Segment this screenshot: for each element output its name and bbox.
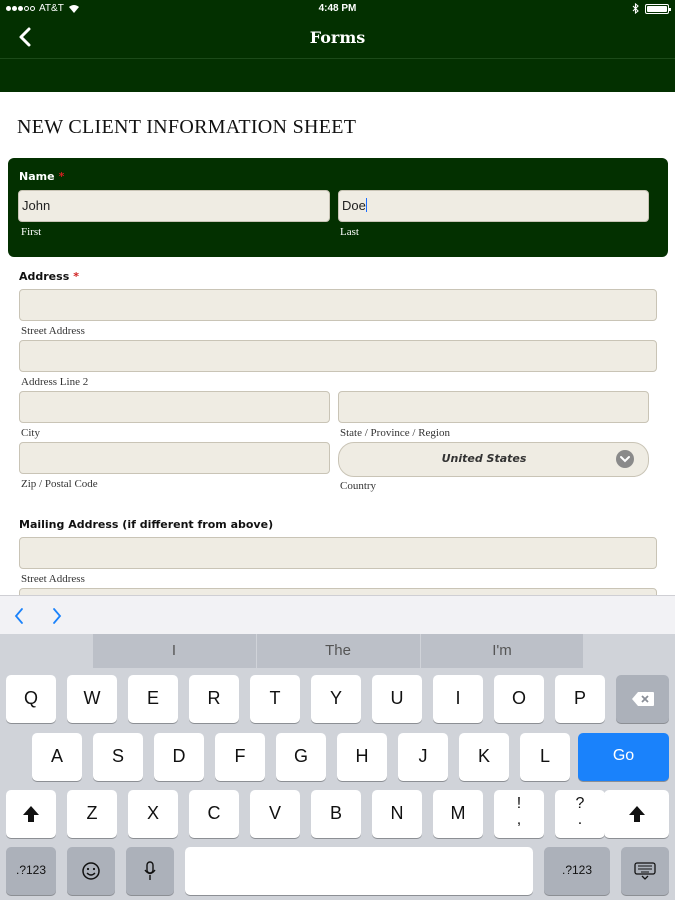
chevron-right-icon bbox=[50, 606, 64, 626]
period-label: . bbox=[577, 811, 583, 828]
suggestion-item[interactable]: I bbox=[171, 642, 177, 659]
shift-icon bbox=[627, 804, 647, 824]
last-name-value: Doe bbox=[342, 198, 366, 213]
previous-field-button[interactable] bbox=[12, 606, 26, 626]
battery-icon bbox=[645, 4, 669, 14]
key-t[interactable]: T bbox=[250, 675, 300, 723]
shift-icon bbox=[21, 804, 41, 824]
key-b[interactable]: B bbox=[311, 790, 361, 838]
backspace-icon bbox=[630, 690, 656, 708]
address-line2-field[interactable] bbox=[19, 340, 657, 372]
dictation-key[interactable] bbox=[126, 847, 174, 895]
top-bar bbox=[0, 0, 675, 58]
microphone-icon bbox=[143, 860, 157, 882]
key-x[interactable]: X bbox=[128, 790, 178, 838]
first-name-field[interactable] bbox=[18, 190, 330, 222]
first-name-value: John bbox=[22, 198, 51, 213]
address-line2-sublabel: Address Line 2 bbox=[21, 376, 89, 388]
key-y[interactable]: Y bbox=[311, 675, 361, 723]
key-g[interactable]: G bbox=[276, 733, 326, 781]
address-label bbox=[19, 270, 79, 283]
address-label-text: Address bbox=[19, 270, 70, 283]
text-caret bbox=[366, 198, 367, 212]
key-u[interactable]: U bbox=[372, 675, 422, 723]
street-address-field[interactable] bbox=[19, 289, 657, 321]
status-bar bbox=[0, 0, 675, 18]
key-f[interactable]: F bbox=[215, 733, 265, 781]
nav-title: Forms bbox=[309, 28, 366, 47]
mailing-address-label: Mailing Address (if different from above) bbox=[19, 518, 274, 531]
key-l[interactable]: L bbox=[520, 733, 570, 781]
status-right bbox=[632, 3, 669, 14]
carrier-label: AT&T bbox=[39, 3, 64, 14]
go-key[interactable]: Go bbox=[578, 733, 669, 781]
key-v[interactable]: V bbox=[250, 790, 300, 838]
exclaim-comma-key[interactable] bbox=[494, 790, 544, 838]
hide-keyboard-key[interactable] bbox=[621, 847, 669, 895]
key-k[interactable]: K bbox=[459, 733, 509, 781]
emoji-icon bbox=[81, 861, 101, 881]
keyboard bbox=[0, 634, 675, 900]
required-marker: * bbox=[58, 170, 65, 183]
first-name-sublabel: First bbox=[21, 226, 42, 238]
key-a[interactable]: A bbox=[32, 733, 82, 781]
mailing-line2-field[interactable] bbox=[19, 588, 657, 595]
name-label bbox=[19, 170, 64, 183]
country-select[interactable] bbox=[338, 442, 649, 477]
required-marker: * bbox=[73, 270, 80, 283]
key-o[interactable]: O bbox=[494, 675, 544, 723]
suggestion-item[interactable]: The bbox=[256, 634, 419, 668]
last-name-sublabel: Last bbox=[340, 226, 359, 238]
form-area bbox=[0, 92, 675, 595]
status-time: 4:48 PM bbox=[318, 3, 357, 14]
bluetooth-icon bbox=[632, 3, 639, 14]
zip-sublabel: Zip / Postal Code bbox=[21, 478, 98, 490]
question-period-key[interactable] bbox=[555, 790, 605, 838]
mailing-street-field[interactable] bbox=[19, 537, 657, 569]
key-h[interactable]: H bbox=[337, 733, 387, 781]
suggestion-item[interactable]: I'm bbox=[420, 634, 583, 668]
key-p[interactable]: P bbox=[555, 675, 605, 723]
exclaim-label: ! bbox=[516, 795, 522, 812]
key-m[interactable]: M bbox=[433, 790, 483, 838]
street-address-sublabel: Street Address bbox=[21, 325, 85, 337]
header-banner bbox=[0, 58, 675, 92]
chevron-down-icon bbox=[616, 450, 634, 468]
emoji-key[interactable] bbox=[67, 847, 115, 895]
zip-field[interactable] bbox=[19, 442, 330, 474]
key-w[interactable]: W bbox=[67, 675, 117, 723]
comma-label: , bbox=[516, 811, 522, 828]
nav-bar bbox=[0, 18, 675, 58]
key-d[interactable]: D bbox=[154, 733, 204, 781]
country-value: United States bbox=[441, 452, 527, 465]
key-r[interactable]: R bbox=[189, 675, 239, 723]
page-title: NEW CLIENT INFORMATION SHEET bbox=[17, 116, 357, 138]
key-j[interactable]: J bbox=[398, 733, 448, 781]
name-section bbox=[8, 158, 668, 257]
key-z[interactable]: Z bbox=[67, 790, 117, 838]
space-key[interactable] bbox=[185, 847, 533, 895]
shift-key-left[interactable] bbox=[6, 790, 56, 838]
keyboard-hide-icon bbox=[633, 861, 657, 881]
last-name-field[interactable] bbox=[338, 190, 649, 222]
name-label-text: Name bbox=[19, 170, 55, 183]
mailing-street-sublabel: Street Address bbox=[21, 573, 85, 585]
numbers-key-right[interactable]: .?123 bbox=[544, 847, 610, 895]
state-field[interactable] bbox=[338, 391, 649, 423]
next-field-button[interactable] bbox=[50, 606, 64, 626]
numbers-key-left[interactable]: .?123 bbox=[6, 847, 56, 895]
key-e[interactable]: E bbox=[128, 675, 178, 723]
question-label: ? bbox=[575, 795, 585, 812]
key-q[interactable]: Q bbox=[6, 675, 56, 723]
key-n[interactable]: N bbox=[372, 790, 422, 838]
country-sublabel: Country bbox=[340, 480, 377, 492]
city-field[interactable] bbox=[19, 391, 330, 423]
key-c[interactable]: C bbox=[189, 790, 239, 838]
key-s[interactable]: S bbox=[93, 733, 143, 781]
shift-key-right[interactable] bbox=[604, 790, 669, 838]
backspace-key[interactable] bbox=[616, 675, 669, 723]
chevron-left-icon bbox=[12, 606, 26, 626]
state-sublabel: State / Province / Region bbox=[340, 427, 450, 439]
city-sublabel: City bbox=[21, 427, 40, 439]
keyboard-accessory-bar bbox=[0, 595, 675, 634]
key-i[interactable]: I bbox=[433, 675, 483, 723]
